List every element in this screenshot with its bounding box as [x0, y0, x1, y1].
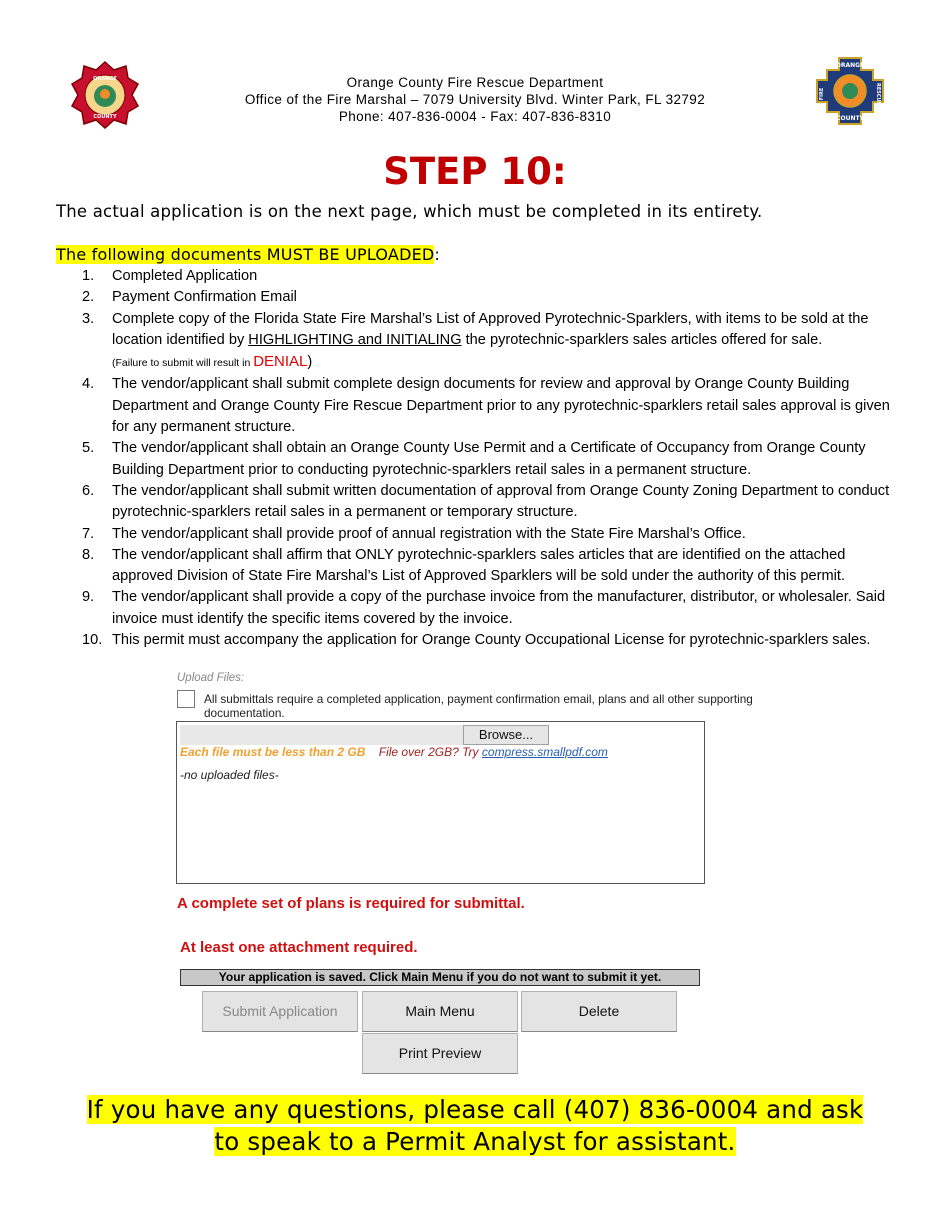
failure-note: (Failure to submit will result in	[112, 357, 254, 370]
step-title: STEP 10:	[383, 150, 567, 193]
list-item: 7. The vendor/applicant shall provide proof of annual registration with the State Fire Marshal’s Office.	[82, 525, 746, 542]
list-item: 3. Complete copy of the Florida State Fire Marshal’s List of Approved Pyrotechnic-Sparklers, with items to be sold at the location identified by HIGHLIGHTING and INITIALING the pyrotechnic-sparklers sales articles offered for sale. (Failure to submit will result in DENIAL)	[82, 310, 869, 371]
list-item: 9. The vendor/applicant shall provide a copy of the purchase invoice from the manufacturer, distributor, or wholesaler. Said invoice must identify the specific items covered by the invoice.	[82, 589, 886, 627]
department-name: Orange County Fire Rescue Department	[346, 75, 604, 90]
documents-heading-highlight: The following documents MUST BE UPLOADED	[56, 245, 435, 264]
list-item: 5. The vendor/applicant shall obtain an Orange County Use Permit and a Certificate of Occupancy from Orange County Building Department prior to conducting pyrotechnic-sparklers retail sales in a permanent structure.	[82, 440, 866, 478]
letterhead	[0, 74, 950, 125]
svg-text:ORANGE: ORANGE	[835, 62, 865, 69]
svg-text:COUNTY: COUNTY	[93, 114, 117, 120]
denial-emphasis: DENIAL	[253, 353, 308, 371]
svg-text:COUNTY: COUNTY	[836, 115, 864, 122]
list-item: 6. The vendor/applicant shall submit written documentation of approval from Orange County Zoning Department to conduct pyrotechnic-sparklers retail sales in a permanent or temporary structure.	[82, 482, 890, 521]
print-preview-button[interactable]: Print Preview	[362, 1033, 518, 1074]
footer-line-2: to speak to a Permit Analyst for assistant.	[214, 1127, 736, 1156]
list-item: 8. The vendor/applicant shall affirm that ONLY pyrotechnic-sparklers sales articles that are identified on the attached approved Division of State Fire Marshal’s List of Approved Sparklers will be sold under the authority of this permit.	[82, 546, 846, 585]
intro-text: The actual application is on the next page, which must be completed in its entirety.	[56, 202, 763, 221]
over-limit-text: File over 2GB? Try	[378, 745, 479, 759]
file-path-input[interactable]	[180, 725, 463, 745]
file-size-note	[180, 745, 608, 759]
svg-text:RESCUE: RESCUE	[875, 82, 881, 106]
list-item: 1. Completed Application	[82, 268, 258, 284]
documents-heading-colon: :	[434, 245, 441, 264]
required-documents-list	[56, 266, 901, 651]
list-item: 2. Payment Confirmation Email	[82, 289, 297, 306]
saved-notice-bar: Your application is saved. Click Main Menu if you do not want to submit it yet.	[180, 969, 700, 986]
plans-required-message: A complete set of plans is required for submittal.	[177, 895, 525, 912]
documents-heading	[56, 245, 440, 264]
browse-button[interactable]: Browse...	[463, 725, 549, 745]
questions-footer	[0, 1094, 950, 1158]
submit-application-button[interactable]: Submit Application	[202, 991, 358, 1032]
submittals-checkbox-label: All submittals require a completed application, payment confirmation email, plans and all other supporting documentation.	[204, 692, 753, 720]
svg-text:ORANGE: ORANGE	[93, 76, 117, 82]
size-limit-text: Each file must be less than 2 GB	[180, 745, 366, 759]
contact-numbers: Phone: 407-836-0004 - Fax: 407-836-8310	[338, 109, 612, 124]
list-item: 4. The vendor/applicant shall submit complete design documents for review and approval by Orange County Building Department and Orange County Fire Rescue Department prior to any pyrotechnic-sparklers retail sales approval is given for any permanent structure.	[82, 376, 890, 436]
list-item: 10. This permit must accompany the application for Orange County Occupational License for pyrotechnic-sparklers sales.	[82, 632, 871, 649]
no-uploaded-files-text: -no uploaded files-	[180, 768, 279, 782]
footer-line-1: If you have any questions, please call (407) 836-0004 and ask	[86, 1095, 864, 1124]
main-menu-button[interactable]: Main Menu	[362, 991, 518, 1032]
office-address: Office of the Fire Marshal – 7079 University Blvd. Winter Park, FL 32792	[244, 92, 706, 107]
upload-files-label: Upload Files:	[177, 672, 245, 684]
attachment-required-message: At least one attachment required.	[180, 939, 418, 956]
submittals-checkbox[interactable]	[177, 690, 195, 708]
delete-button[interactable]: Delete	[521, 991, 677, 1032]
svg-text:FIRE: FIRE	[819, 87, 825, 101]
highlight-initial-emphasis: HIGHLIGHTING and INITIALING	[248, 331, 462, 348]
compress-link[interactable]: compress.smallpdf.com	[481, 745, 608, 759]
